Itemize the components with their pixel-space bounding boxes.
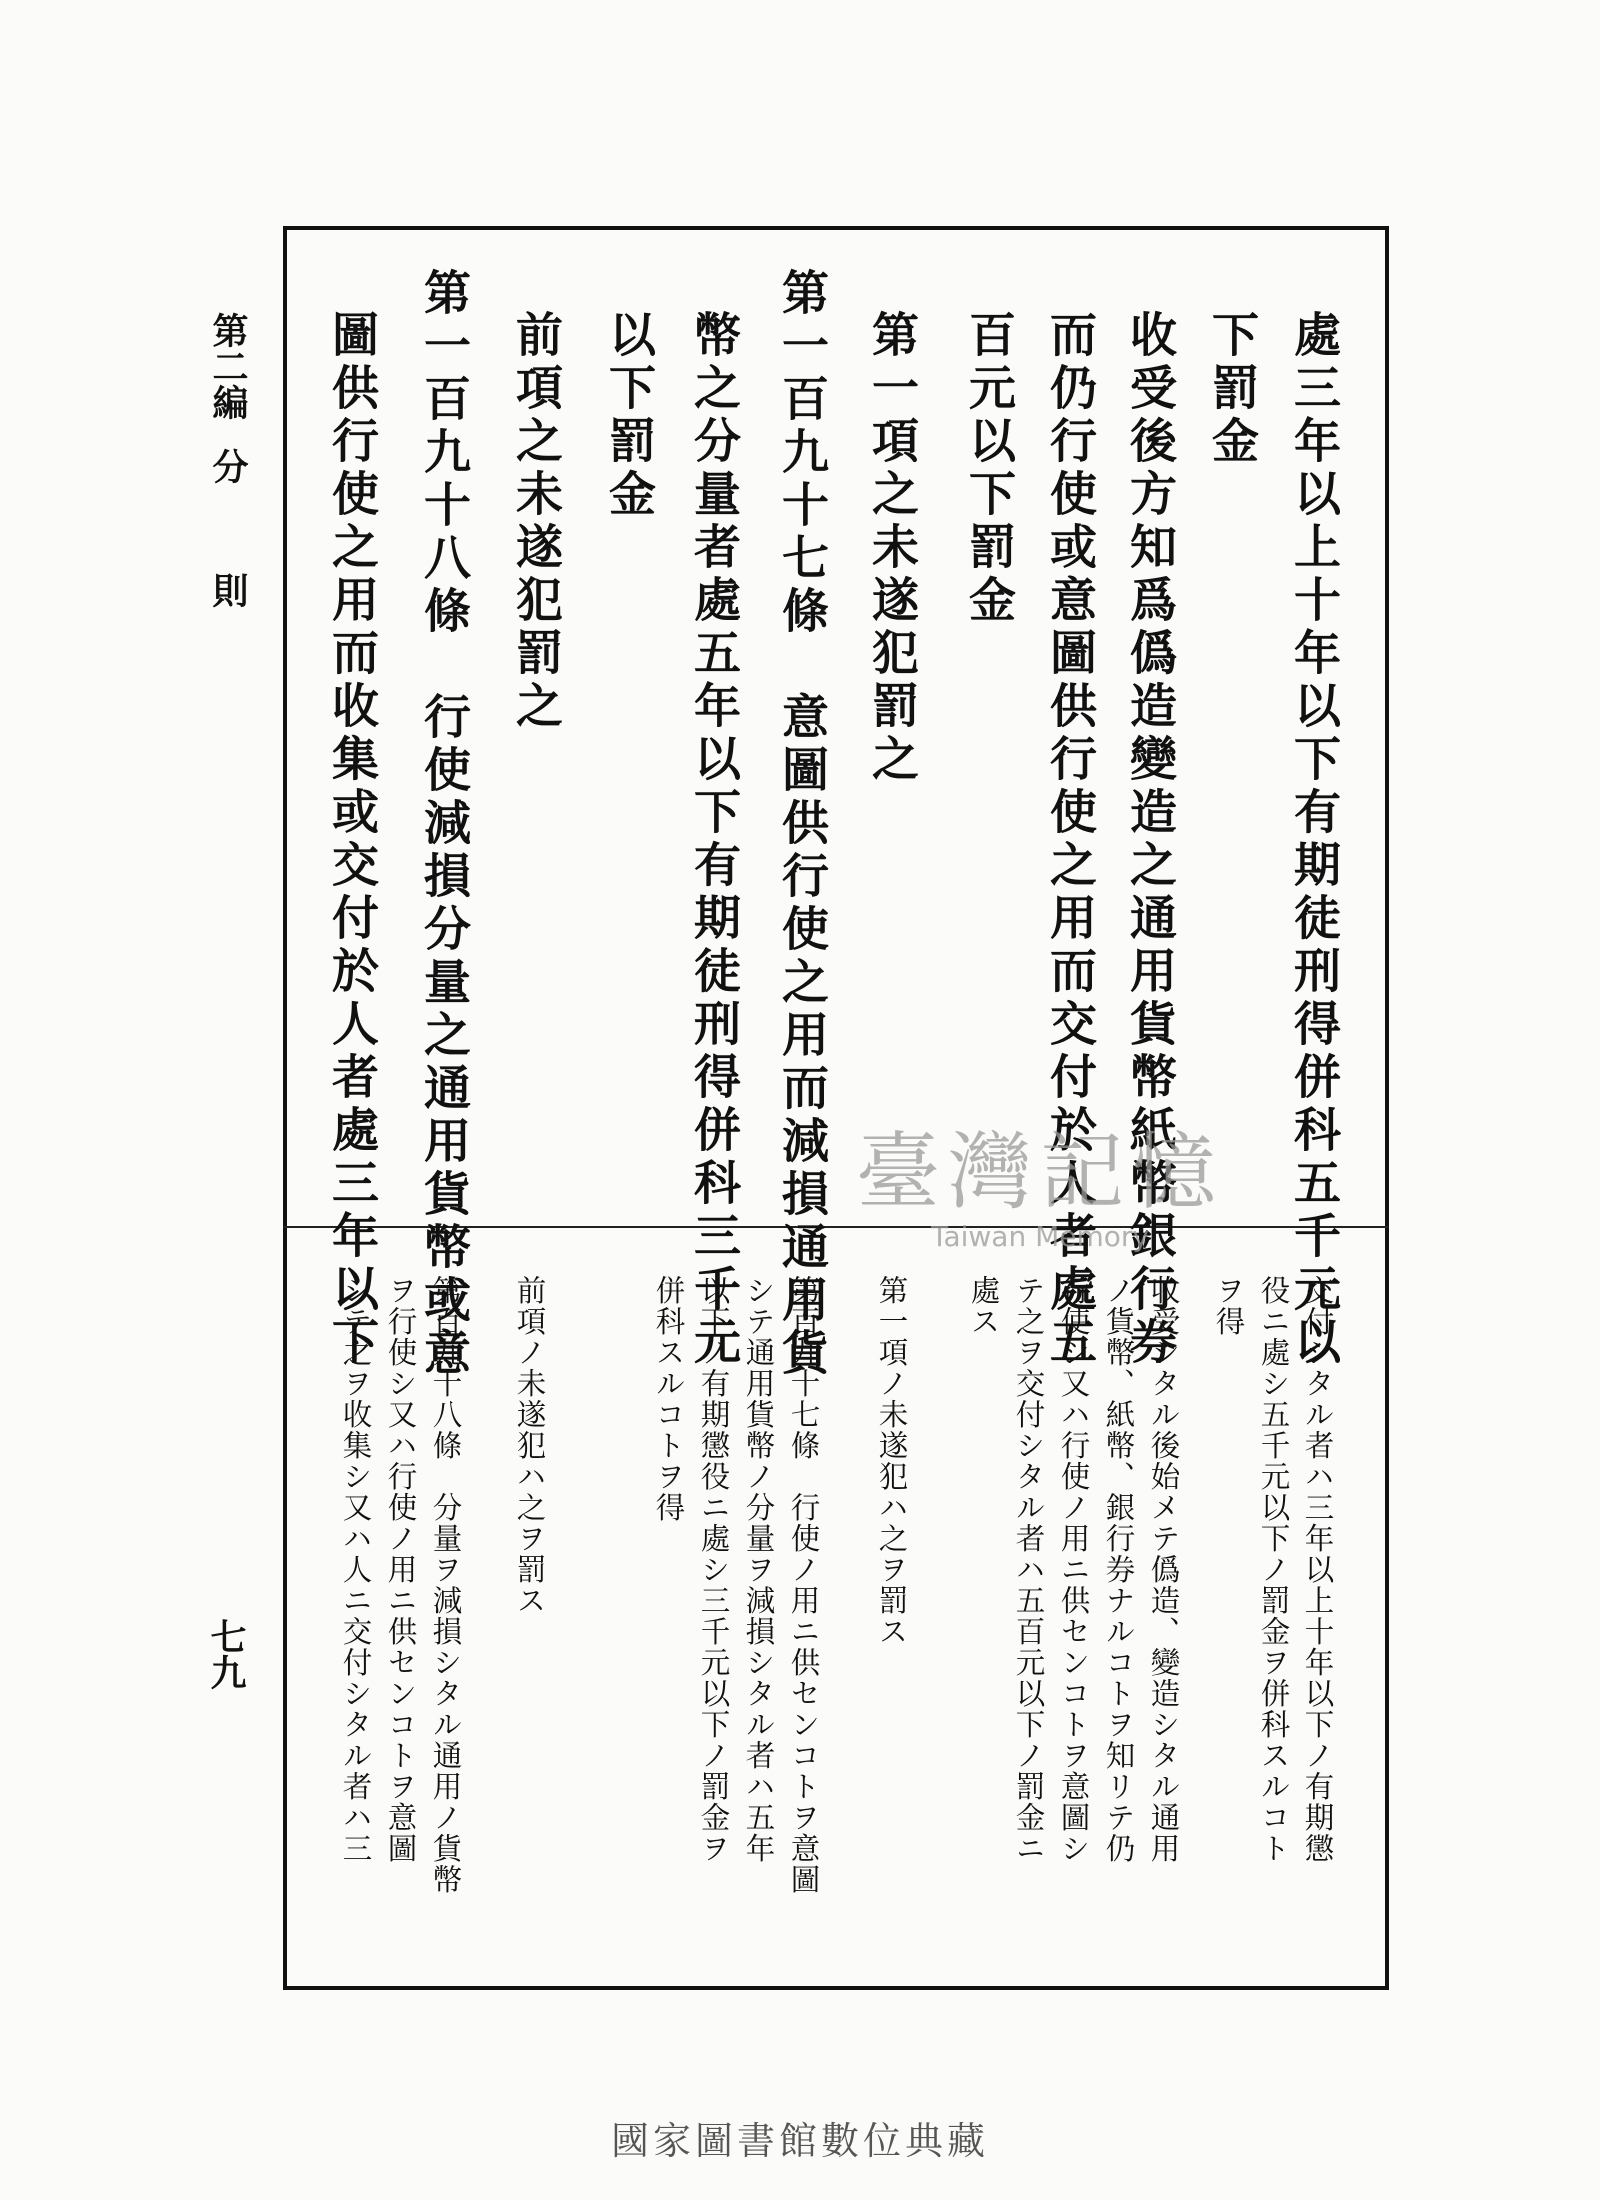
chinese-line: 而仍行使或意圖供行使之用而交付於人者處五 [1042,310,1097,1370]
japanese-line: 第百九十七條 行使ノ用ニ供センコトヲ意圖 [786,1275,821,1895]
japanese-line: シテ之ヲ收集シ又ハ人ニ交付シタル者ハ三 [338,1275,373,1864]
type-label: 則 [207,572,249,608]
chinese-line: 第一項之未遂犯罰之 [864,310,919,787]
library-footer: 國家圖書館數位典藏 [610,2119,989,2163]
watermark-chinese: 臺灣記憶 [855,1123,1224,1221]
chinese-line: 前項之未遂犯罰之 [508,310,563,734]
japanese-line: 交付シタル者ハ三年以上十年以下ノ有期懲 [1300,1275,1335,1864]
page-number: 七九 [205,1618,247,1690]
article-197-heading: 第一百九十七條 意圖供行使之用而減損通用貨 [774,268,829,1381]
chinese-line: 百元以下罰金 [961,310,1016,628]
category-label: 分 [207,448,249,484]
chinese-line: 以下罰金 [601,310,656,522]
japanese-line: 併科スルコトヲ得 [651,1275,686,1523]
chinese-line: 處三年以上十年以下有期徒刑得併科五千元以 [1286,310,1341,1370]
japanese-line: ヲ得 [1211,1275,1246,1337]
japanese-line: 以下ノ有期懲役ニ處シ三千元以下ノ罰金ヲ [696,1275,731,1864]
japanese-line: シテ通用貨幣ノ分量ヲ減損シタル者ハ五年 [741,1275,776,1864]
chinese-line: 幣之分量者處五年以下有期徒刑得併科三千元 [686,310,741,1370]
japanese-line: 第一項ノ未遂犯ハ之ヲ罰ス [874,1275,909,1647]
chinese-line: 下罰金 [1204,310,1259,469]
watermark-english: Taiwan Memory [931,1220,1149,1253]
japanese-line: 收受シタル後始メテ僞造、變造シタル通用 [1146,1275,1181,1864]
article-198-heading: 第一百九十八條 行使減損分量之通用貨幣或意 [416,268,471,1381]
japanese-line: 前項ノ未遂犯ハ之ヲ罰ス [512,1275,547,1616]
chinese-line: 收受後方知爲僞造變造之通用貨幣紙幣銀行券 [1122,310,1177,1370]
japanese-line: 處ス [966,1275,1001,1337]
japanese-line: ノ貨幣、紙幣、銀行券ナルコトヲ知リテ仍 [1101,1275,1136,1864]
japanese-line: 第百九十八條 分量ヲ減損シタル通用ノ貨幣 [428,1275,463,1895]
japanese-line: 役ニ處シ五千元以下ノ罰金ヲ併科スルコト [1256,1275,1291,1864]
chinese-line: 圖供行使之用而收集或交付於人者處三年以下 [324,310,379,1370]
section-title: 第二編 [207,312,249,420]
watermark [820,1105,1260,1253]
japanese-line: 行使シ又ハ行使ノ用ニ供センコトヲ意圖シ [1056,1275,1091,1864]
japanese-line: ヲ行使シ又ハ行使ノ用ニ供センコトヲ意圖 [383,1275,418,1864]
japanese-line: テ之ヲ交付シタル者ハ五百元以下ノ罰金ニ [1011,1275,1046,1864]
